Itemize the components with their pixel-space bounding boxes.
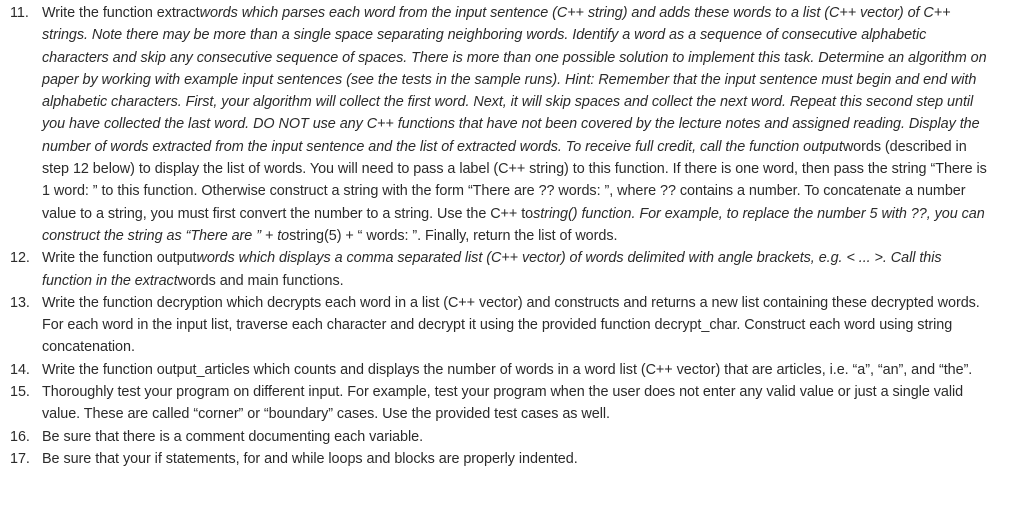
text-segment: words (described in step 12 below) to display the list of words. You will need to pass a label (C++ string) to this function. If there is one word, then pass the string “There is 1 word: ” to this function. Otherwise construct a string with the form “There are ?? words: ”, where ?? contains a number. To concatenate a number value to a string, you must first convert the number to a string. Use the C++ to [42,138,987,222]
text-segment: Write the function decryption which decrypts each word in a list (C++ vector) and constructs and returns a new list containing these decrypted words. For each word in the input list, traverse each character and decrypt it using the provided function decrypt_char. Construct each word using string concatenation. [42,294,980,356]
item-number: 11. [10,5,29,21]
italic-text-segment: words which displays a comma separated list (C++ vector) of words delimited with angle brackets, e.g. < ... >. Call this function in the extract [42,250,942,289]
list-item [10,359,994,381]
item-text [42,250,942,288]
item-number: 16. [10,428,30,445]
list-item [10,448,994,470]
item-text [42,5,987,244]
item-text [42,384,963,422]
text-segment: Be sure that there is a comment documenting each variable. [42,428,424,445]
item-number: 15. [10,384,30,401]
item-text [42,451,578,467]
list-item [10,247,994,292]
item-number: 14. [10,361,30,378]
item-text [42,295,980,356]
item-text [42,362,972,378]
text-segment: Write the function extract [42,5,200,21]
italic-text-segment: string() function. For example, to replace the number 5 with ??, you can construct the string as “There are ” + to [42,205,985,244]
item-text [42,429,423,445]
list-item [10,381,994,426]
instruction-list [10,2,994,470]
text-segment: Thoroughly test your program on different input. For example, test your program when the user does not enter any valid value or just a single valid value. These are called “corner” or “boundary” cases. Use the provided test cases as well. [42,384,964,423]
item-number: 17. [10,450,30,467]
text-segment: Be sure that your if statements, for and while loops and blocks are properly indented. [42,450,578,467]
italic-text-segment: words which parses each word from the input sentence (C++ string) and adds these words to a list (C++ vector) of C++ strings. Note there may be more than a single space separating neighboring words. Identify a word as a sequence of consecutive alphabetic characters and skip any consecutive sequence of spaces. There is more than one possible solution to implement this task. Determine an algorithm on paper by working with example input sentences (see the tests in the sample runs). Hint: Remember that the input sentence must begin and end with alphabetic characters. First, your algorithm will collect the first word. Next, it will skip spaces and collect the next word. Repeat this second step until you have collected the last word. DO NOT use any C++ functions that have not been covered by the lecture notes and assigned reading. Display the number of words extracted from the input sentence and the list of extracted words. To receive full credit, call the function output [42,5,987,155]
list-item [10,292,994,359]
text-segment: string(5) + “ words: ”. Finally, return the list of words. [289,227,618,244]
text-segment: words and main functions. [177,272,344,289]
text-segment: Write the function output_articles which counts and displays the number of words in a word list (C++ vector) that are articles, i.e. “a”, “an”, and “the”. [42,361,973,378]
list-item [10,2,994,247]
item-number: 13. [10,294,30,311]
item-number: 12. [10,250,30,267]
text-segment: Write the function output [42,250,197,267]
list-item [10,426,994,448]
